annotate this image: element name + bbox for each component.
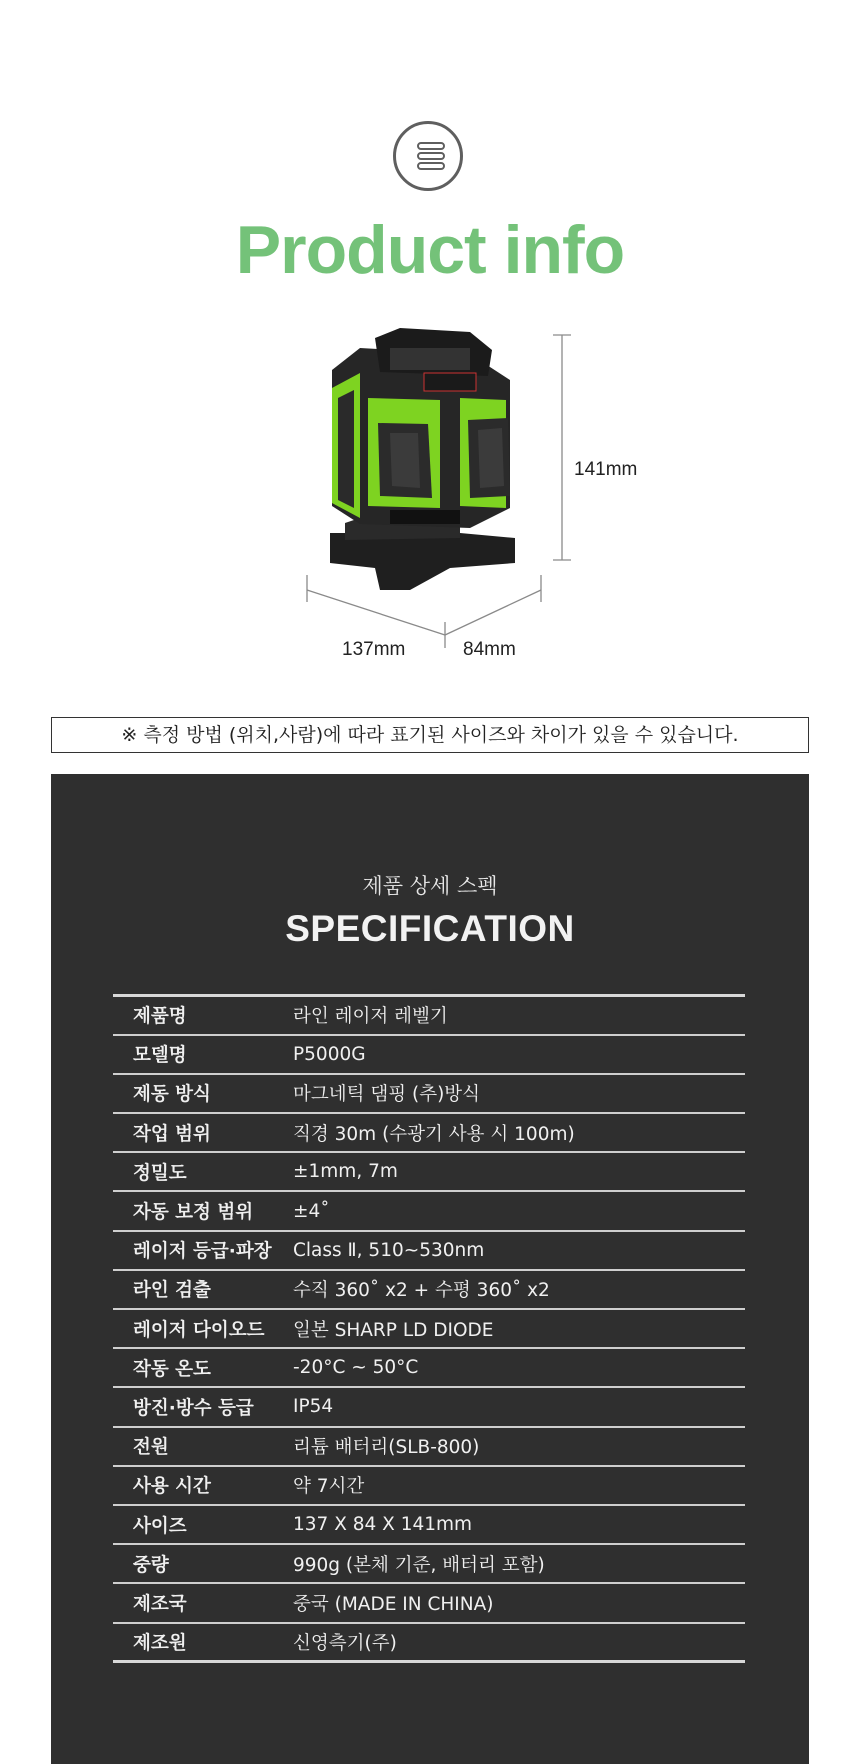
spec-row	[113, 1544, 745, 1583]
spec-row	[113, 996, 745, 1035]
spec-row	[113, 1583, 745, 1622]
depth-label: 84mm	[463, 639, 516, 660]
spec-value: 리튬 배터리(SLB-800)	[293, 1427, 745, 1466]
dimension-lines	[0, 0, 860, 700]
measurement-notice: ※ 측정 방법 (위치,사람)에 따라 표기된 사이즈와 차이가 있을 수 있습니다.	[51, 717, 809, 753]
spec-row	[113, 1427, 745, 1466]
spec-key: 제조국	[113, 1583, 293, 1622]
spec-row	[113, 1309, 745, 1348]
specification-panel	[51, 774, 809, 1764]
spec-value: Class Ⅱ, 510~530nm	[293, 1231, 745, 1270]
spec-row	[113, 1348, 745, 1387]
spec-table	[113, 994, 745, 1663]
spec-key: 사용 시간	[113, 1466, 293, 1505]
spec-key: 사이즈	[113, 1505, 293, 1544]
spec-row	[113, 1113, 745, 1152]
spec-title: SPECIFICATION	[285, 908, 575, 949]
height-label: 141mm	[574, 459, 638, 480]
spec-key: 자동 보정 범위	[113, 1191, 293, 1230]
spec-key: 제동 방식	[113, 1074, 293, 1113]
spec-value: 신영측기(주)	[293, 1623, 745, 1662]
spec-row	[113, 1270, 745, 1309]
spec-row	[113, 1231, 745, 1270]
spec-row	[113, 1623, 745, 1662]
spec-row	[113, 1466, 745, 1505]
spec-value: 137 X 84 X 141mm	[293, 1505, 745, 1544]
spec-value: 일본 SHARP LD DIODE	[293, 1309, 745, 1348]
spec-key: 작업 범위	[113, 1113, 293, 1152]
spec-value: 마그네틱 댐핑 (추)방식	[293, 1074, 745, 1113]
spec-value: P5000G	[293, 1035, 745, 1074]
spec-value: 라인 레이저 레벨기	[293, 996, 745, 1035]
spec-value: 990g (본체 기준, 배터리 포함)	[293, 1544, 745, 1583]
spec-row	[113, 1505, 745, 1544]
spec-key: 정밀도	[113, 1152, 293, 1191]
spec-row	[113, 1152, 745, 1191]
spec-key: 레이저 다이오드	[113, 1309, 293, 1348]
spec-key: 작동 온도	[113, 1348, 293, 1387]
spec-row	[113, 1387, 745, 1426]
spec-key: 라인 검출	[113, 1270, 293, 1309]
spec-key: 제품명	[113, 996, 293, 1035]
spec-key: 모델명	[113, 1035, 293, 1074]
spec-key: 제조원	[113, 1623, 293, 1662]
spec-value: 직경 30m (수광기 사용 시 100m)	[293, 1113, 745, 1152]
spec-row	[113, 1191, 745, 1230]
spec-key: 전원	[113, 1427, 293, 1466]
spec-key: 방진·방수 등급	[113, 1387, 293, 1426]
spec-value: IP54	[293, 1387, 745, 1426]
spec-subtitle: 제품 상세 스펙	[362, 874, 498, 898]
spec-row	[113, 1074, 745, 1113]
spec-value: 약 7시간	[293, 1466, 745, 1505]
spec-value: 수직 360˚ x2 + 수평 360˚ x2	[293, 1270, 745, 1309]
page-title: Product info	[235, 212, 625, 288]
spec-value: ±1mm, 7m	[293, 1152, 745, 1191]
spec-value: ±4˚	[293, 1191, 745, 1230]
width-label: 137mm	[342, 639, 406, 660]
spec-key: 레이저 등급·파장	[113, 1231, 293, 1270]
spec-key: 중량	[113, 1544, 293, 1583]
spec-row	[113, 1035, 745, 1074]
spec-value: -20°C ~ 50°C	[293, 1348, 745, 1387]
spec-value: 중국 (MADE IN CHINA)	[293, 1583, 745, 1622]
